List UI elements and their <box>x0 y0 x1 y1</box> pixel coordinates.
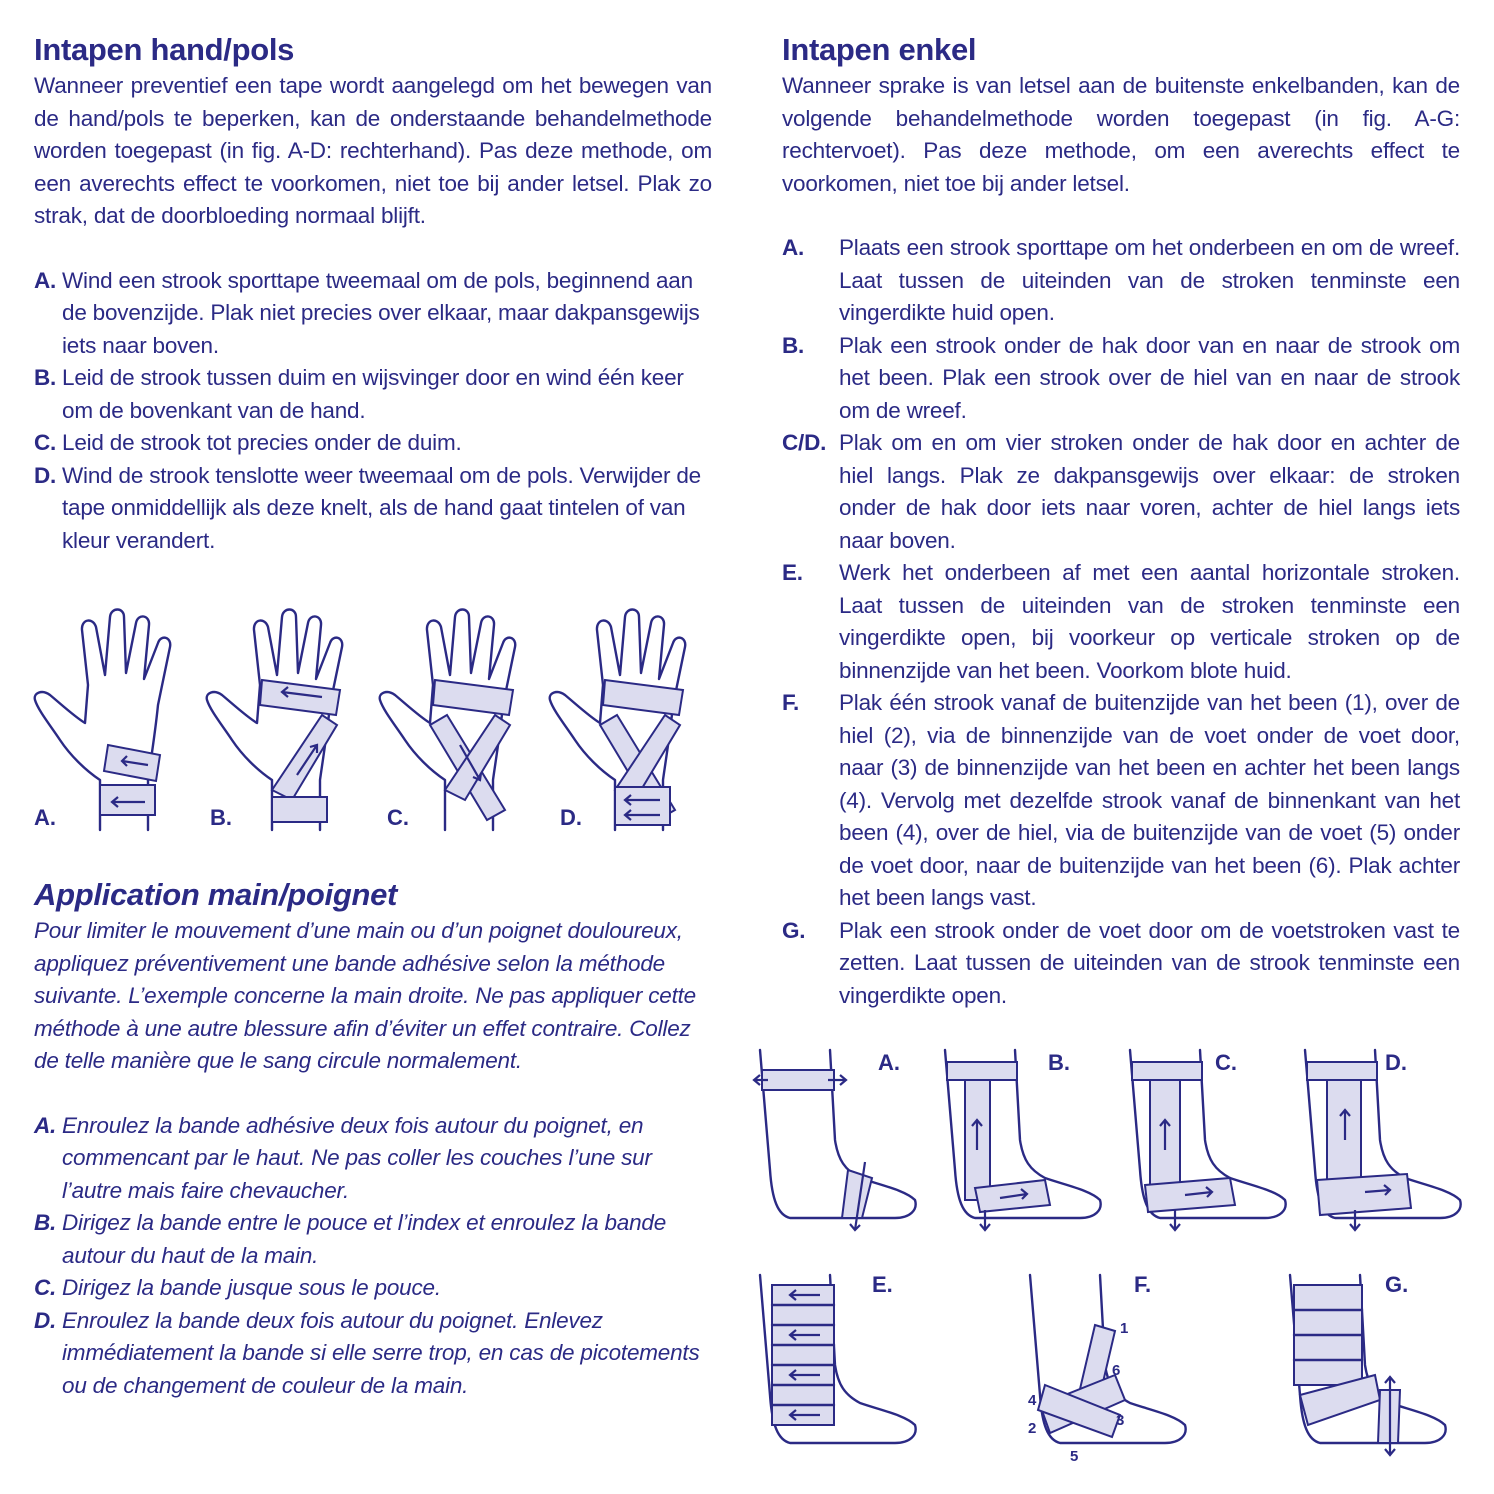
ankle-a-illustration <box>754 1050 916 1230</box>
ankle-taping-figure <box>750 1040 1470 1480</box>
list-item <box>34 1305 712 1403</box>
list-item <box>34 460 712 558</box>
step-text: Dirigez la bande entre le pouce et l’index et enroulez la bande autour du haut de la main. <box>62 1210 667 1268</box>
step-letter: E. <box>782 560 803 585</box>
step-letter: C/D. <box>782 430 827 455</box>
right-column <box>782 30 1460 1012</box>
step-letter: C. <box>34 430 57 455</box>
list-item <box>34 1207 712 1272</box>
ankle-steps-list <box>782 232 1460 1012</box>
step-text: Leid de strook tot precies onder de duim. <box>62 430 462 455</box>
left-column <box>34 30 712 557</box>
list-item <box>782 427 1460 557</box>
step-letter: A. <box>782 235 805 260</box>
french-section-title: Application main/poignet <box>34 877 398 912</box>
list-item <box>34 1272 712 1305</box>
f-number-1: 1 <box>1120 1320 1129 1337</box>
step-text: Wind een strook sporttape tweemaal om de pols, beginnend aan de bovenzijde. Plak niet precies over elkaar, maar dakpansgewijs iets naar boven. <box>62 267 700 358</box>
ankle-label-f: F. <box>1134 1272 1152 1297</box>
step-text: Plak één strook vanaf de buitenzijde van het been (1), over de hiel (2), via de binnenzijde van de voet onder de voet door, naar (3) de binnenzijde van het been en achter het been langs (4). Vervolg met dezelfde strook vanaf de binnenkant van het been (4), over de hiel, via de buitenzijde van de voet (5) onder de voet door, naar de buitenzijde van het been (6). Plak achter het been langs vast. <box>839 690 1460 910</box>
hand-section-title: Intapen hand/pols <box>34 32 295 67</box>
step-letter: C. <box>34 1275 57 1300</box>
list-item <box>782 232 1460 330</box>
step-letter: B. <box>34 1210 57 1235</box>
list-item <box>34 362 712 427</box>
ankle-e-illustration <box>760 1275 916 1443</box>
step-text: Enroulez la bande adhésive deux fois autour du poignet, en commencant par le haut. Ne pas coller les couches l’une sur l’autre mais faire chevaucher. <box>62 1112 652 1203</box>
step-letter: A. <box>34 267 57 293</box>
ankle-d-illustration <box>1305 1050 1461 1230</box>
f-number-4: 4 <box>1028 1392 1037 1409</box>
step-letter: D. <box>34 1307 57 1333</box>
f-number-5: 5 <box>1070 1448 1079 1465</box>
f-number-6: 6 <box>1112 1362 1121 1379</box>
hand-b-illustration <box>207 610 343 831</box>
ankle-label-b: B. <box>1048 1050 1070 1075</box>
step-text: Leid de strook tussen duim en wijsvinger door en wind één keer om de bovenkant van de hand. <box>62 365 684 423</box>
french-column <box>34 875 712 1402</box>
step-letter: B. <box>782 332 805 358</box>
list-item <box>782 557 1460 687</box>
step-letter: F. <box>782 690 800 715</box>
step-text: Plak een strook onder de hak door van en naar de strook om het been. Plak een strook over de hiel van en naar de strook om de wreef. <box>839 332 1460 423</box>
step-text: Plaats een strook sporttape om het onderbeen en om de wreef. Laat tussen de uiteinden van de stroken tenminste een vingerdikte huid open. <box>839 235 1460 325</box>
hand-label-d: D. <box>560 805 582 830</box>
list-item <box>34 427 712 460</box>
hand-a-illustration <box>35 610 171 831</box>
step-text: Werk het onderbeen af met een aantal horizontale stroken. Laat tussen de uiteinden van de stroken tenminste een vingerdikte open, bij voorkeur op verticale stroken op de binnenzijde van het been. Voorkom blote huid. <box>839 560 1460 683</box>
french-steps-list <box>34 1110 712 1403</box>
step-letter: A. <box>34 1112 57 1138</box>
ankle-section-title: Intapen enkel <box>782 32 977 67</box>
step-letter: G. <box>782 917 806 943</box>
f-number-3: 3 <box>1116 1412 1125 1429</box>
french-section-intro: Pour limiter le mouvement d’une main ou d’un poignet douloureux, appliquez préventivement une bande adhésive selon la méthode suivante. L’exemple concerne la main droite. Ne pas appliquer cette méthode à une autre blessure afin d’éviter un effet contraire. Collez de telle manière que le sang circule normalement. <box>34 918 696 1073</box>
hand-c-illustration <box>380 610 516 831</box>
ankle-f-illustration <box>1028 1275 1186 1465</box>
hand-label-b: B. <box>210 805 232 830</box>
list-item <box>782 915 1460 1013</box>
step-text: Plak om en om vier stroken onder de hak door en achter de hiel langs. Plak ze dakpansgewijs over elkaar: de stroken onder de hak door iets naar voren, achter de hiel langs iets naar boven. <box>839 430 1460 553</box>
hand-label-a: A. <box>34 805 56 830</box>
ankle-label-e: E. <box>872 1272 893 1297</box>
f-number-2: 2 <box>1028 1420 1037 1437</box>
step-text: Enroulez la bande deux fois autour du poignet. Enlevez immédiatement la bande si elle serre trop, en cas de picotements ou de changement de couleur de la main. <box>62 1307 700 1398</box>
hand-d-illustration <box>550 610 686 831</box>
ankle-c-illustration <box>1130 1050 1286 1230</box>
hand-label-c: C. <box>387 805 409 830</box>
step-text: Dirigez la bande jusque sous le pouce. <box>62 1275 441 1300</box>
list-item <box>34 1110 712 1208</box>
hand-taping-figure <box>30 605 720 840</box>
ankle-label-g: G. <box>1385 1272 1409 1297</box>
ankle-label-a: A. <box>878 1050 900 1075</box>
hand-steps-list <box>34 265 712 558</box>
ankle-section-intro: Wanneer sprake is van letsel aan de buitenste enkelbanden, kan de volgende behandelmethode worden toegepast (in fig. A-G: rechtervoet). Pas deze methode, om een averechts effect te voorkomen, niet toe bij ander letsel. <box>782 73 1460 196</box>
list-item <box>782 687 1460 915</box>
step-text: Wind de strook tenslotte weer tweemaal om de pols. Verwijder de tape onmiddellijk als deze knelt, als de hand gaat tintelen of van kleur verandert. <box>62 462 701 553</box>
step-letter: B. <box>34 365 57 390</box>
hand-section-intro: Wanneer preventief een tape wordt aangelegd om het bewegen van de hand/pols te beperken, kan de onderstaande behandelmethode worden toegepast (in fig. A-D: rechterhand). Pas deze methode, om een averechts effect te voorkomen, niet toe bij ander letsel. Plak zo strak, dat de doorbloeding normaal blijft. <box>34 73 712 228</box>
ankle-label-c: C. <box>1215 1050 1237 1075</box>
step-text: Plak een strook onder de voet door om de voetstroken vast te zetten. Laat tussen de uiteinden van de strook tenminste een vingerdikte open. <box>839 917 1460 1008</box>
ankle-g-illustration <box>1290 1275 1446 1455</box>
list-item <box>34 265 712 363</box>
ankle-label-d: D. <box>1385 1050 1407 1075</box>
list-item <box>782 330 1460 428</box>
step-letter: D. <box>34 462 57 488</box>
ankle-b-illustration <box>945 1050 1101 1230</box>
